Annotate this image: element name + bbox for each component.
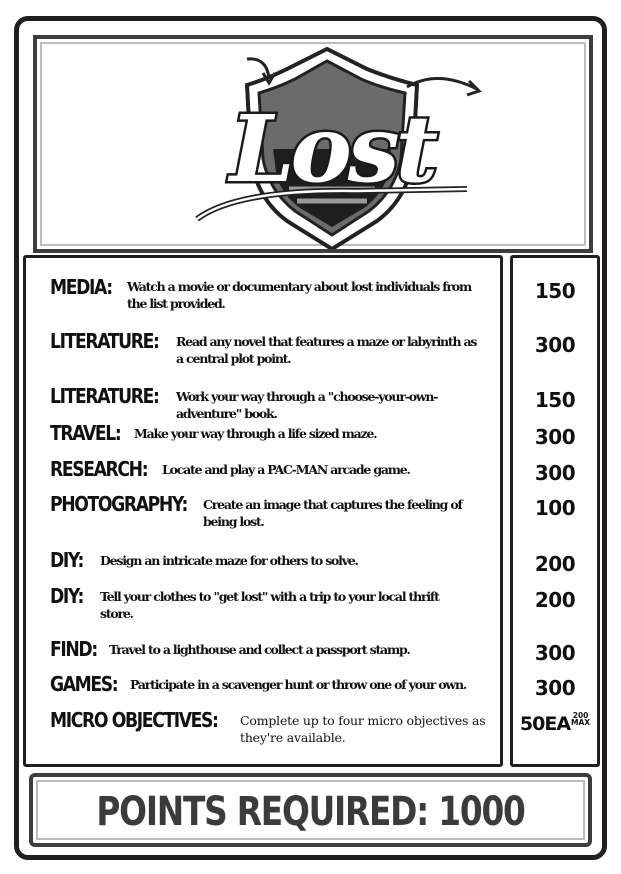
points-required-text: POINTS REQUIRED: 1000 bbox=[96, 789, 525, 835]
objective-description: Make your way through a life sized maze. bbox=[134, 426, 377, 441]
objective-points: 200 bbox=[534, 588, 576, 612]
objective-category: MICRO OBJECTIVES: bbox=[50, 708, 218, 732]
objective-category: RESEARCH: bbox=[50, 457, 148, 481]
objective-description: Read any novel that features a maze or labyrinth as a central plot point. bbox=[176, 334, 477, 366]
objective-points: 100 bbox=[534, 496, 576, 520]
objective-points: 300 bbox=[534, 461, 576, 485]
objective-points: 200 bbox=[534, 552, 576, 576]
objective-category: DIY: bbox=[50, 584, 84, 608]
objective-category: TRAVEL: bbox=[50, 421, 121, 445]
objectives-list bbox=[23, 255, 503, 767]
points-cap-value: 200 bbox=[572, 711, 589, 720]
objective-category: PHOTOGRAPHY: bbox=[50, 492, 187, 516]
points-column bbox=[510, 255, 600, 767]
objective-description: Watch a movie or documentary about lost individuals from the list provided. bbox=[127, 279, 471, 311]
objective-category: FIND: bbox=[50, 637, 97, 661]
objective-category: LITERATURE: bbox=[50, 384, 159, 408]
objective-points: 300 bbox=[534, 425, 576, 449]
objective-category: MEDIA: bbox=[50, 275, 112, 299]
objective-points: 50EA bbox=[519, 713, 571, 735]
objective-description: Work your way through a "choose-your-own-adventure" book. bbox=[176, 389, 438, 421]
objective-points: 300 bbox=[534, 333, 576, 357]
objective-description: Create an image that captures the feeling of being lost. bbox=[203, 497, 462, 529]
lost-logo bbox=[177, 39, 487, 249]
objective-category: GAMES: bbox=[50, 672, 118, 696]
objective-points: 150 bbox=[534, 388, 576, 412]
micro-objective-points bbox=[513, 712, 597, 735]
objective-points: 150 bbox=[534, 279, 576, 303]
objective-description: Locate and play a PAC-MAN arcade game. bbox=[162, 462, 410, 477]
points-required-banner bbox=[29, 773, 592, 847]
objective-description: Tell your clothes to "get lost" with a trip to your local thrift store. bbox=[100, 589, 439, 621]
objective-description: Design an intricate maze for others to solve. bbox=[100, 553, 358, 568]
objective-description: Travel to a lighthouse and collect a passport stamp. bbox=[109, 642, 410, 657]
points-cap-label: MAX bbox=[571, 718, 591, 727]
objective-description: Participate in a scavenger hunt or throw one of your own. bbox=[130, 677, 466, 692]
logo-text: Lost bbox=[229, 95, 435, 203]
objective-points: 300 bbox=[534, 676, 576, 700]
challenge-card bbox=[14, 16, 607, 860]
objective-category: LITERATURE: bbox=[50, 329, 159, 353]
header-banner bbox=[33, 35, 593, 253]
points-cap bbox=[571, 712, 590, 726]
objective-points: 300 bbox=[534, 641, 576, 665]
objective-category: DIY: bbox=[50, 548, 84, 572]
objective-description: Complete up to four micro objectives as they're available. bbox=[240, 713, 486, 745]
